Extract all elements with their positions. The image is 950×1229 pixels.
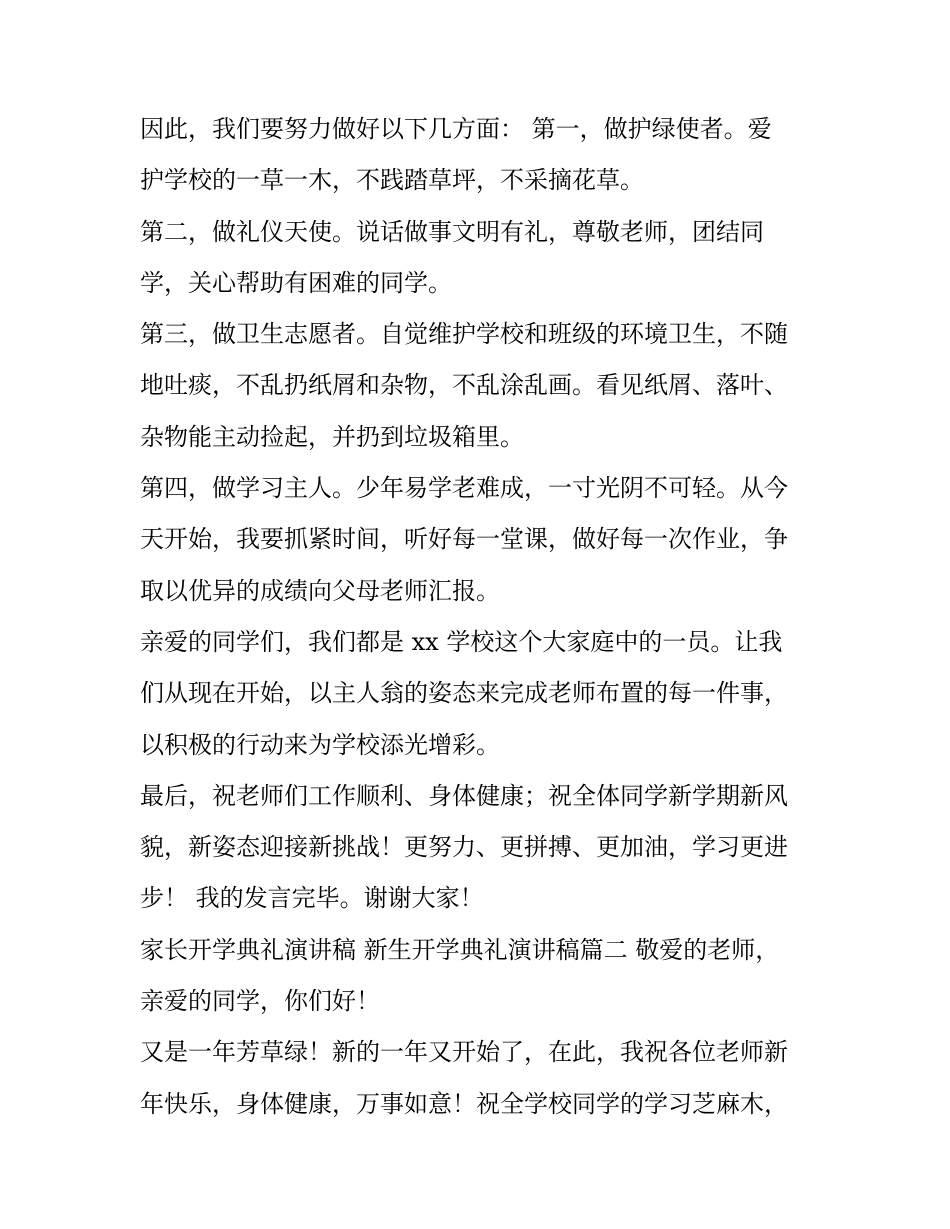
paragraph-school-family bbox=[140, 617, 820, 771]
text-line: 第四，做学习主人。少年易学老难成，一寸光阴不可轻。从今 bbox=[140, 474, 788, 503]
text-line: 第二，做礼仪天使。说话做事文明有礼，尊敬老师，团结同 bbox=[140, 217, 764, 246]
document-body bbox=[140, 104, 820, 1130]
paragraph-study-master bbox=[140, 463, 820, 617]
text-line: 貌，新姿态迎接新挑战！更努力、更拼搏、更加油，学习更进 bbox=[140, 833, 788, 862]
text-line: 又是一年芳草绿！新的一年又开始了，在此，我祝各位老师新 bbox=[140, 1038, 788, 1067]
text-line: 亲爱的同学，你们好！ bbox=[140, 987, 380, 1016]
paragraph-hygiene-volunteer bbox=[140, 309, 820, 463]
text-line: 学，关心帮助有困难的同学。 bbox=[140, 268, 452, 297]
text-line: 年快乐，身体健康，万事如意！祝全学校同学的学习芝麻木， bbox=[140, 1089, 788, 1118]
paragraph-new-year-greeting bbox=[140, 1027, 820, 1130]
text-line: 护学校的一草一木，不践踏草坪，不采摘花草。 bbox=[140, 166, 644, 195]
text-line: 第三，做卫生志愿者。自觉维护学校和班级的环境卫生，不随 bbox=[140, 320, 788, 349]
text-line: 取以优异的成绩向父母老师汇报。 bbox=[140, 576, 500, 605]
paragraph-etiquette-angel bbox=[140, 207, 820, 310]
paragraph-closing-wishes bbox=[140, 771, 820, 925]
paragraph-green-guardian bbox=[140, 104, 820, 207]
text-line: 地吐痰，不乱扔纸屑和杂物，不乱涂乱画。看见纸屑、落叶、 bbox=[140, 371, 788, 400]
text-line: 杂物能主动捡起，并扔到垃圾箱里。 bbox=[140, 422, 524, 451]
text-line: 们从现在开始，以主人翁的姿态来完成老师布置的每一件事， bbox=[140, 679, 788, 708]
text-line: 步！ 我的发言完毕。谢谢大家！ bbox=[140, 884, 484, 913]
paragraph-speech-two-heading bbox=[140, 925, 820, 1028]
text-line: 最后，祝老师们工作顺利、身体健康；祝全体同学新学期新风 bbox=[140, 781, 788, 810]
text-line: 亲爱的同学们，我们都是 xx 学校这个大家庭中的一员。让我 bbox=[140, 627, 783, 656]
text-line: 天开始，我要抓紧时间，听好每一堂课，做好每一次作业，争 bbox=[140, 525, 788, 554]
text-line: 以积极的行动来为学校添光增彩。 bbox=[140, 730, 500, 759]
text-line: 因此，我们要努力做好以下几方面： 第一，做护绿使者。爱 bbox=[140, 115, 772, 143]
text-line: 家长开学典礼演讲稿 新生开学典礼演讲稿篇二 敬爱的老师， bbox=[140, 935, 780, 964]
